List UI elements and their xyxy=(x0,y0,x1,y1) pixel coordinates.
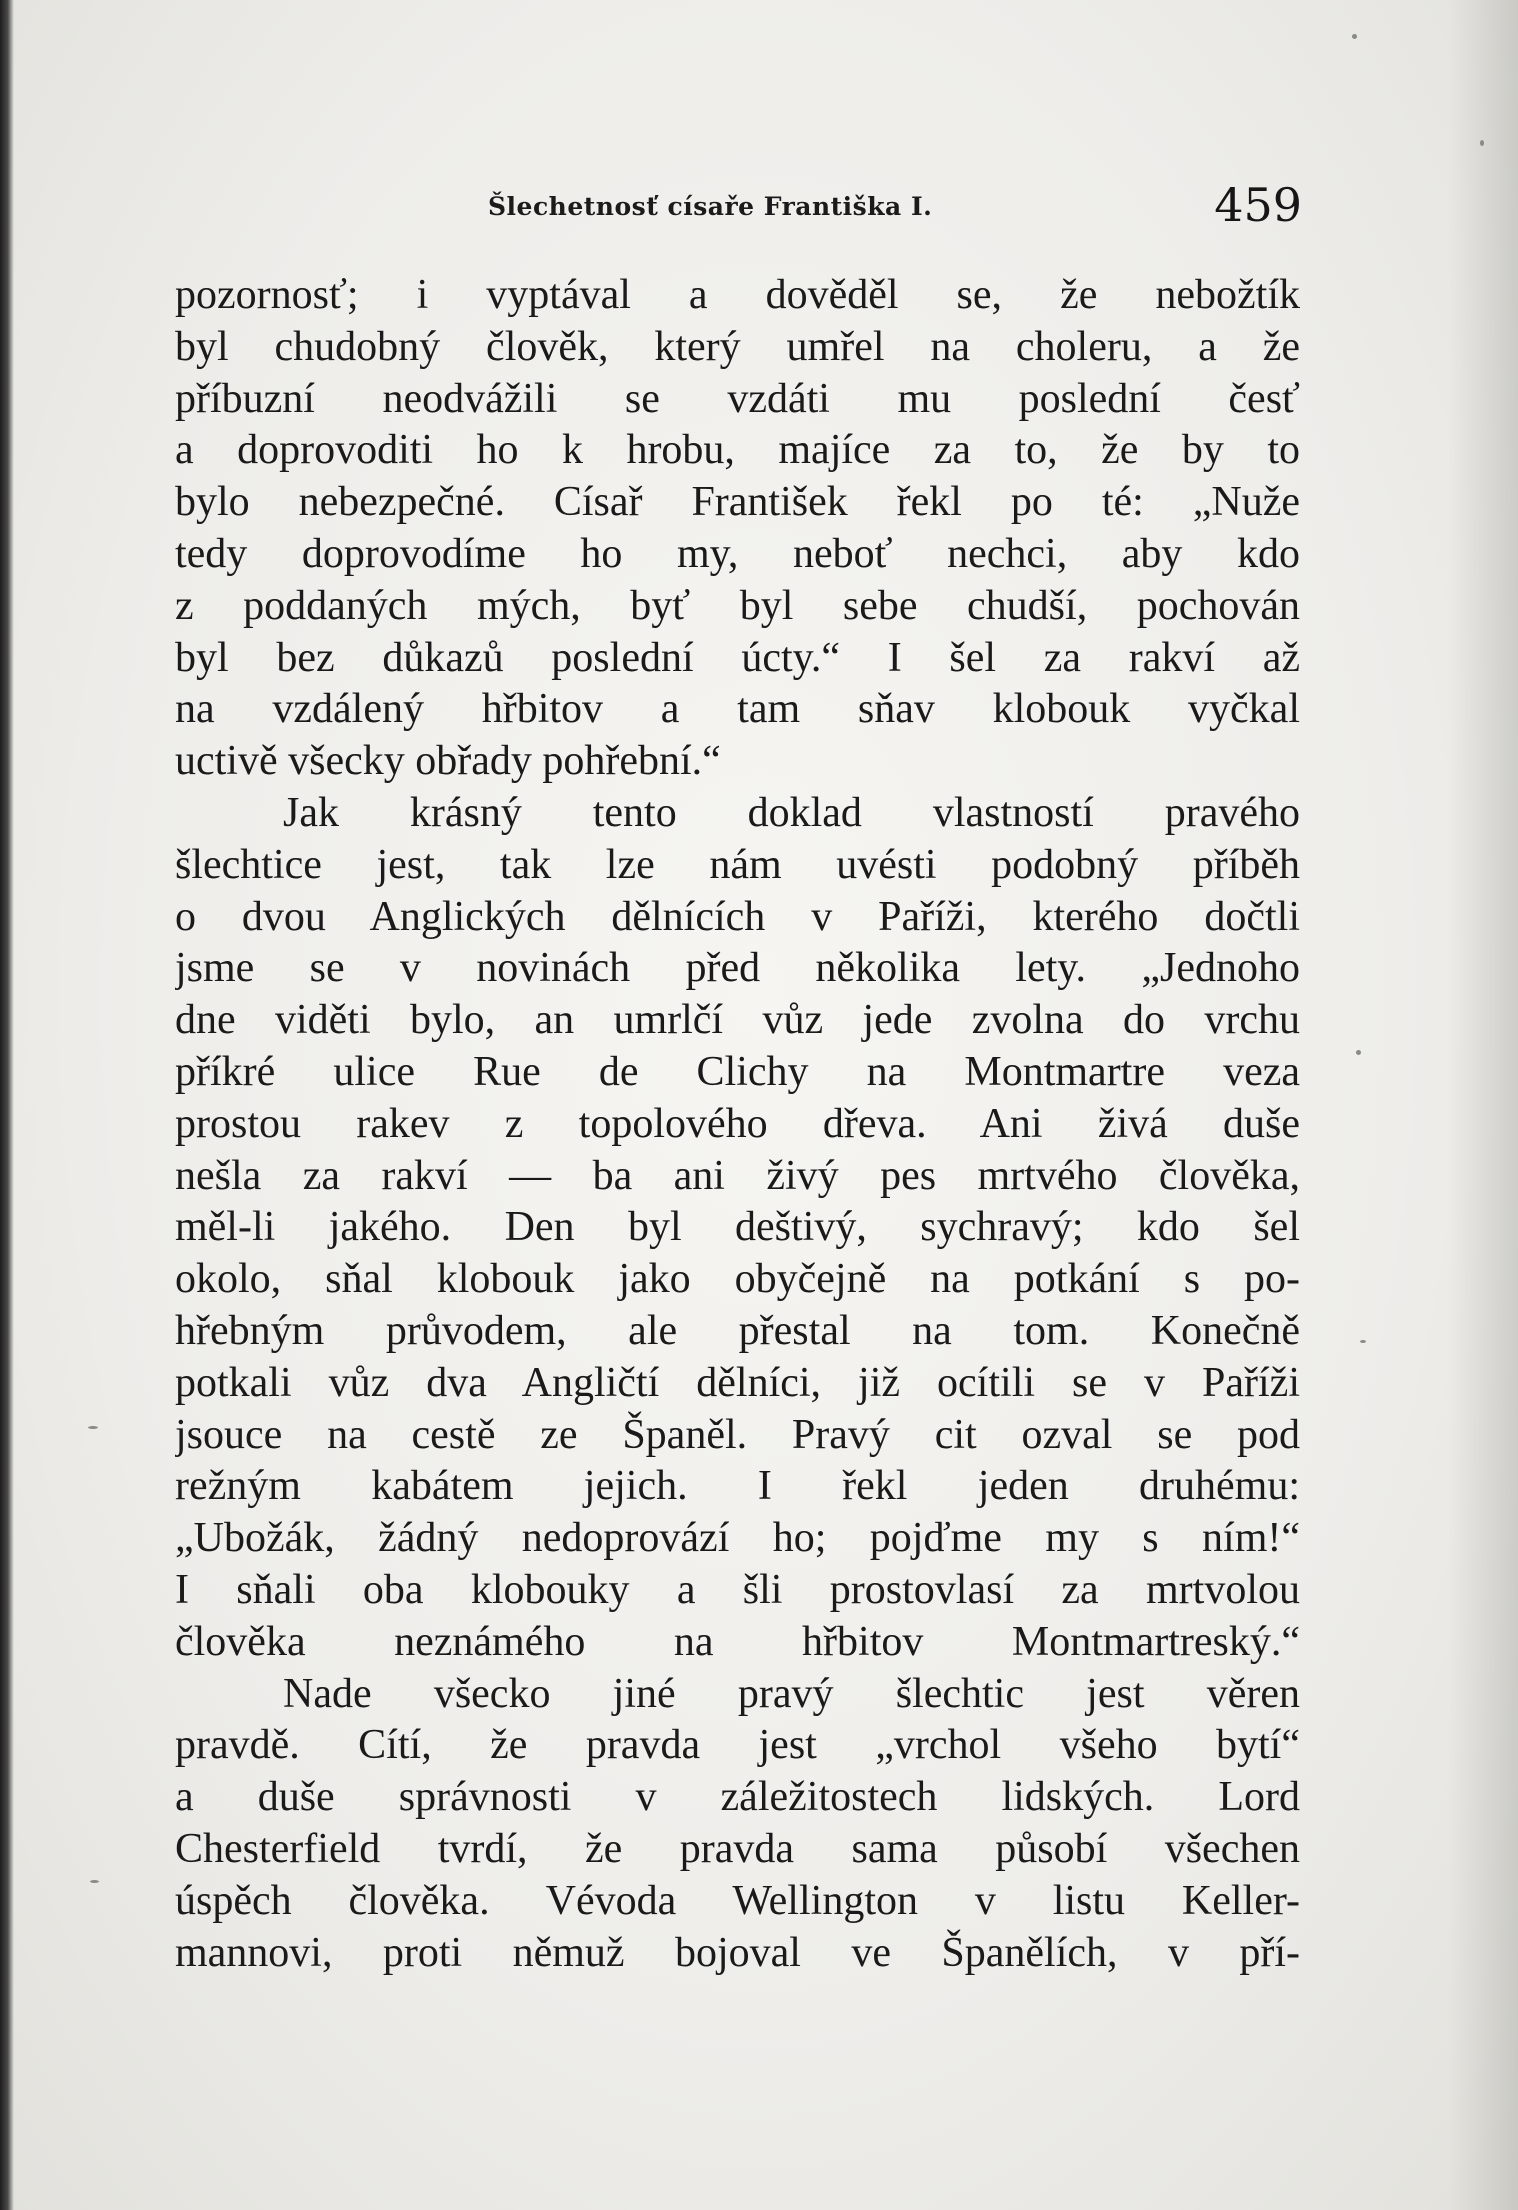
text-line: potkali vůz dva Angličtí dělníci, již ocítili se v Paříži xyxy=(175,1359,1300,1406)
text-line: hřebným průvodem, ale přestal na tom. Konečně xyxy=(175,1307,1300,1354)
text-line: uctivě všecky obřady pohřební.“ xyxy=(175,738,721,785)
text-line: Chesterfield tvrdí, že pravda sama působí všechen xyxy=(175,1825,1300,1872)
paragraph-first-line: Jak krásný tento doklad vlastností pravého xyxy=(283,789,1300,836)
text-line: jsouce na cestě ze Španěl. Pravý cit ozval se pod xyxy=(175,1411,1300,1458)
paper-speck xyxy=(1480,140,1484,146)
text-line: příbuzní neodvážili se vzdáti mu poslední česť xyxy=(175,375,1300,422)
running-header xyxy=(488,178,1302,238)
body-text xyxy=(175,270,1300,1979)
text-line: okolo, sňal klobouk jako obyčejně na potkání s po- xyxy=(175,1256,1300,1303)
text-line: člověka neznámého na hřbitov Montmartreský.“ xyxy=(175,1618,1300,1665)
text-line: byl bez důkazů poslední úcty.“ I šel za rakví až xyxy=(175,634,1300,681)
paper-speck xyxy=(1360,1340,1366,1343)
text-line: z poddaných mých, byť byl sebe chudší, pochován xyxy=(175,582,1300,629)
text-line: mannovi, proti němuž bojoval ve Španělích, v pří- xyxy=(175,1929,1300,1976)
page-edge-shading xyxy=(1448,0,1518,2210)
text-line: dne viděti bylo, an umrlčí vůz jede zvolna do vrchu xyxy=(175,997,1300,1044)
text-line: příkré ulice Rue de Clichy na Montmartre veza xyxy=(175,1048,1300,1095)
text-line: byl chudobný člověk, který umřel na choleru, a že xyxy=(175,323,1300,370)
text-line: bylo nebezpečné. Císař František řekl po té: „Nuže xyxy=(175,479,1300,526)
text-line: prostou rakev z topolového dřeva. Ani živá duše xyxy=(175,1100,1300,1147)
text-line: I sňali oba klobouky a šli prostovlasí za mrtvolou xyxy=(175,1566,1300,1613)
text-line: jsme se v novinách před několika lety. „Jednoho xyxy=(175,945,1300,992)
text-line: a doprovoditi ho k hrobu, majíce za to, že by to xyxy=(175,427,1300,474)
paper-speck xyxy=(1356,1050,1361,1055)
text-line: „Ubožák, žádný nedoprovází ho; pojďme my s ním!“ xyxy=(175,1515,1300,1562)
paper-speck xyxy=(90,1880,99,1883)
paper-speck xyxy=(88,1426,98,1429)
page-number: 459 xyxy=(1214,178,1302,232)
text-line: měl-li jakého. Den byl deštivý, sychravý; kdo šel xyxy=(175,1204,1300,1251)
text-line: nešla za rakví — ba ani živý pes mrtvého člověka, xyxy=(175,1152,1300,1199)
spine-shadow xyxy=(0,0,14,2210)
paper-speck xyxy=(1352,34,1357,39)
text-line: na vzdálený hřbitov a tam sňav klobouk vyčkal xyxy=(175,686,1300,733)
running-title: Šlechetnosť císaře Františka I. xyxy=(488,192,933,221)
text-line: pravdě. Cítí, že pravda jest „vrchol všeho bytí“ xyxy=(175,1722,1300,1769)
text-line: a duše správnosti v záležitostech lidských. Lord xyxy=(175,1774,1300,1821)
text-line: režným kabátem jejich. I řekl jeden druhému: xyxy=(175,1463,1300,1510)
text-line: šlechtice jest, tak lze nám uvésti podobný příběh xyxy=(175,841,1300,888)
text-line: o dvou Anglických dělnících v Paříži, kterého dočtli xyxy=(175,893,1300,940)
text-line: pozornosť; i vyptával a dověděl se, že nebožtík xyxy=(175,272,1300,318)
text-line: tedy doprovodíme ho my, neboť nechci, aby kdo xyxy=(175,530,1300,577)
text-line: úspěch člověka. Vévoda Wellington v listu Keller- xyxy=(175,1877,1300,1924)
paragraph-first-line: Nade všecko jiné pravý šlechtic jest věren xyxy=(283,1670,1300,1717)
